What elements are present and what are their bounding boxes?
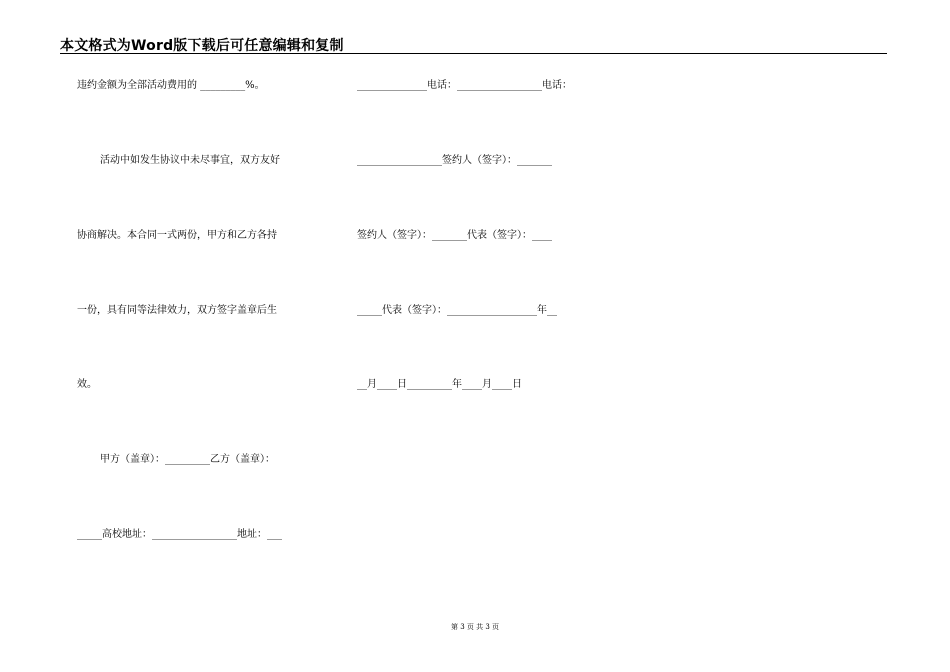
left-line-3: 协商解决。本合同一式两份，甲方和乙方各持 <box>77 230 277 241</box>
left-line-5: 效。 <box>77 379 97 390</box>
left-line-7: _____高校地址：_________________地址：___ <box>77 529 282 540</box>
left-line-1: 违约金额为全部活动费用的 _________%。 <box>77 80 265 91</box>
header-divider <box>60 53 887 54</box>
left-line-2: 活动中如发生协议中未尽事宜，双方友好 <box>100 155 280 166</box>
right-line-3: 签约人（签字）：_______代表（签字）：____ <box>357 230 552 241</box>
right-line-5: __月____日_________年____月____日 <box>357 379 522 390</box>
left-line-6: 甲方（盖章）：_________乙方（盖章）： <box>100 454 275 465</box>
right-line-1: ______________电话：_________________电话： <box>357 80 572 91</box>
document-header-title: 本文格式为Word版下载后可任意编辑和复制 <box>60 38 344 54</box>
right-line-2: _________________签约人（签字）：_______ <box>357 155 552 166</box>
left-line-4: 一份，具有同等法律效力，双方签字盖章后生 <box>77 305 277 316</box>
right-line-4: _____代表（签字）：__________________年__ <box>357 305 557 316</box>
page-number-footer: 第 3 页 共 3 页 <box>450 623 500 631</box>
